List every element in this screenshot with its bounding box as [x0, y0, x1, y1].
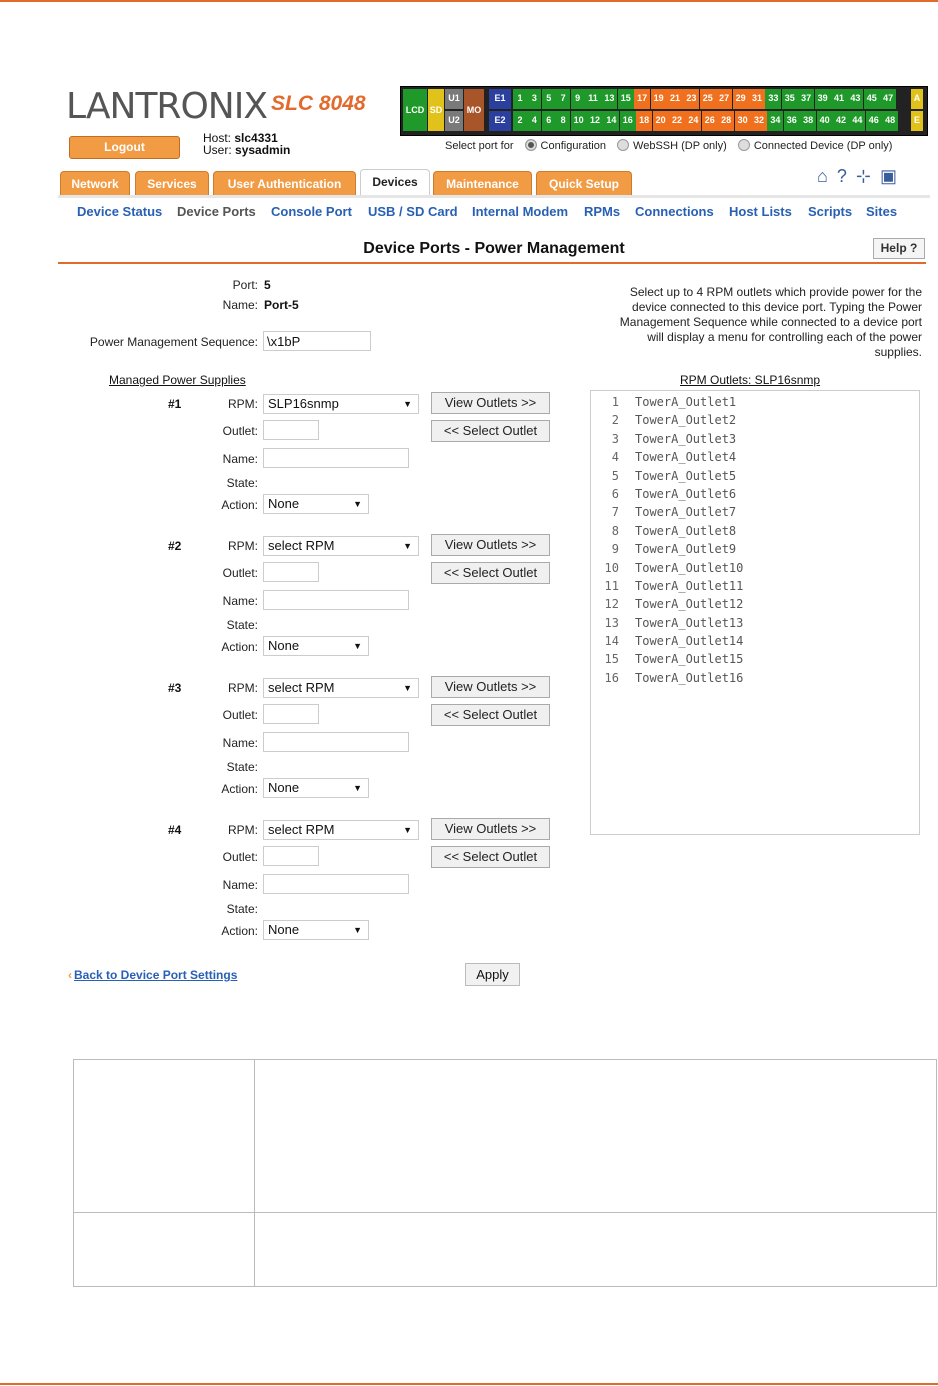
- rpm-label: RPM:: [228, 397, 258, 411]
- e2-status[interactable]: E2: [489, 111, 511, 131]
- state-label: State:: [226, 902, 258, 916]
- name-label: Name:: [222, 298, 258, 312]
- port-29[interactable]: 29: [733, 89, 749, 109]
- u2-status[interactable]: U2: [445, 111, 463, 131]
- outlet-row[interactable]: [591, 577, 919, 595]
- rpm-label: RPM:: [228, 539, 258, 553]
- bottom-rule: [0, 1383, 938, 1385]
- outlet-number: 15: [604, 652, 619, 667]
- port-36[interactable]: 36: [784, 111, 800, 131]
- port-32[interactable]: 32: [751, 111, 767, 131]
- port-48[interactable]: 48: [882, 111, 898, 131]
- outlet-number: 7: [611, 505, 619, 520]
- supply-number: #2: [168, 539, 182, 553]
- outlet-input[interactable]: [263, 704, 319, 724]
- dropdown-arrow-icon: ▼: [353, 925, 362, 935]
- outlet-name: TowerA_Outlet6: [635, 486, 737, 501]
- outlet-row[interactable]: [591, 485, 919, 503]
- outlet-row[interactable]: [591, 393, 919, 411]
- port-28[interactable]: 28: [718, 111, 734, 131]
- outlet-name-label: Name:: [222, 452, 258, 466]
- view-outlets-button[interactable]: View Outlets >>: [431, 392, 550, 414]
- port-13[interactable]: 13: [601, 89, 617, 109]
- port-3[interactable]: 3: [527, 89, 541, 109]
- connected-device-radio[interactable]: [738, 139, 750, 151]
- port-41[interactable]: 41: [831, 89, 847, 109]
- outlet-name-label: Name:: [222, 878, 258, 892]
- port-37[interactable]: 37: [798, 89, 814, 109]
- outlet-name-input[interactable]: [263, 874, 409, 894]
- outlet-row[interactable]: [591, 522, 919, 540]
- outlet-label: Outlet:: [222, 566, 258, 580]
- outlet-name-input[interactable]: [263, 732, 409, 752]
- subnav-usb-sd-card[interactable]: USB / SD Card: [368, 204, 458, 219]
- outlet-number: 14: [604, 634, 619, 649]
- outlet-number: 3: [611, 431, 619, 446]
- port-27[interactable]: 27: [716, 89, 732, 109]
- logout-button[interactable]: Logout: [69, 136, 180, 159]
- state-label: State:: [226, 618, 258, 632]
- port-31[interactable]: 31: [749, 89, 765, 109]
- back-link[interactable]: ‹ Back to Device Port Settings: [68, 968, 238, 982]
- view-outlets-button[interactable]: View Outlets >>: [431, 818, 550, 840]
- subnav-scripts[interactable]: Scripts: [808, 204, 853, 219]
- outlet-row[interactable]: [591, 559, 919, 577]
- outlet-name: TowerA_Outlet2: [635, 413, 737, 428]
- port-33[interactable]: 33: [765, 89, 781, 109]
- port-11[interactable]: 11: [585, 89, 601, 109]
- port-23[interactable]: 23: [683, 89, 699, 109]
- state-label: State:: [226, 760, 258, 774]
- top-icons: [817, 166, 906, 187]
- rpm-label: RPM:: [228, 681, 258, 695]
- outlets-list[interactable]: [590, 390, 920, 835]
- port-select-mode: Select port for Configuration WebSSH (DP only) Connected Device (DP only): [445, 140, 893, 152]
- port-44[interactable]: 44: [849, 111, 865, 131]
- action-select[interactable]: None ▼: [263, 494, 369, 514]
- outlet-label: Outlet:: [222, 850, 258, 864]
- outlet-name-label: Name:: [222, 736, 258, 750]
- outlet-name: TowerA_Outlet1: [635, 395, 737, 409]
- view-outlets-button[interactable]: View Outlets >>: [431, 676, 550, 698]
- u1-status[interactable]: U1: [445, 89, 463, 109]
- outlet-name: TowerA_Outlet10: [635, 560, 744, 575]
- description-text: Select up to 4 RPM outlets which provide power for the device connected to this device port. Typing the Power Management Sequence while connected to a device port will display a menu for controlling each of the power supplies.: [619, 285, 922, 359]
- port-38[interactable]: 38: [800, 111, 816, 131]
- rpm-select[interactable]: SLP16snmp ▼: [263, 394, 419, 414]
- sequence-label: Power Management Sequence:: [89, 335, 258, 349]
- dropdown-arrow-icon: ▼: [353, 499, 362, 509]
- e1-status[interactable]: E1: [489, 89, 511, 109]
- port-26[interactable]: 26: [702, 111, 718, 131]
- outlet-name: TowerA_Outlet14: [635, 634, 744, 649]
- port-40[interactable]: 40: [817, 111, 833, 131]
- action-label: Action:: [221, 924, 258, 938]
- outlet-row[interactable]: [591, 669, 919, 687]
- outlet-number: 4: [611, 450, 619, 465]
- title-underline: [58, 262, 926, 264]
- outlet-input[interactable]: [263, 562, 319, 582]
- port-39[interactable]: 39: [815, 89, 831, 109]
- outlet-name: TowerA_Outlet16: [635, 670, 744, 685]
- select-outlet-button[interactable]: << Select Outlet: [431, 704, 550, 726]
- name-value: Port-5: [264, 298, 299, 312]
- outlet-number: 10: [604, 560, 619, 575]
- dropdown-arrow-icon: ▼: [403, 825, 412, 835]
- rpm-label: RPM:: [228, 823, 258, 837]
- rpm-select[interactable]: select RPM ▼: [263, 536, 419, 556]
- tab-network[interactable]: Network: [60, 171, 130, 196]
- outlet-row[interactable]: [591, 411, 919, 429]
- tab-devices[interactable]: Devices: [360, 169, 430, 198]
- port-8[interactable]: 8: [556, 111, 570, 131]
- subnav-device-ports[interactable]: Device Ports: [177, 204, 256, 219]
- managed-title: Managed Power Supplies: [109, 373, 246, 387]
- port-21[interactable]: 21: [667, 89, 683, 109]
- port-19[interactable]: 19: [651, 89, 667, 109]
- home-icon[interactable]: ⌂: [817, 166, 828, 186]
- outlet-number: 11: [604, 578, 619, 593]
- port-status-panel: [400, 86, 928, 136]
- port-30[interactable]: 30: [735, 111, 751, 131]
- port-25[interactable]: 25: [700, 89, 716, 109]
- port-24[interactable]: 24: [685, 111, 701, 131]
- sequence-input[interactable]: \x1bP: [263, 331, 371, 351]
- port-5[interactable]: 5: [542, 89, 556, 109]
- action-select[interactable]: None ▼: [263, 636, 369, 656]
- lantronix-logo: LANTRONIX: [66, 86, 267, 127]
- subnav-host-lists[interactable]: Host Lists: [729, 204, 792, 219]
- lcd-status[interactable]: LCD: [403, 89, 427, 131]
- dropdown-arrow-icon: ▼: [403, 399, 412, 409]
- port-17[interactable]: 17: [634, 89, 650, 109]
- tab-maintenance[interactable]: Maintenance: [433, 171, 532, 196]
- description-table: [73, 1059, 937, 1287]
- dropdown-arrow-icon: ▼: [353, 783, 362, 793]
- port-7[interactable]: 7: [556, 89, 570, 109]
- port-35[interactable]: 35: [782, 89, 798, 109]
- sitemap-icon[interactable]: ⊹: [855, 166, 871, 186]
- chevron-left-icon: ‹: [68, 968, 72, 982]
- outlet-number: 5: [611, 468, 619, 483]
- window-icon[interactable]: ▣: [879, 166, 897, 186]
- port-18[interactable]: 18: [636, 111, 652, 131]
- port-1[interactable]: 1: [513, 89, 527, 109]
- subnav-device-status[interactable]: Device Status: [77, 204, 163, 219]
- subnav-connections[interactable]: Connections: [635, 204, 714, 219]
- outlets-title: RPM Outlets: SLP16snmp: [680, 373, 821, 387]
- outlet-name: TowerA_Outlet13: [635, 615, 744, 630]
- port-12[interactable]: 12: [587, 111, 603, 131]
- outlet-input[interactable]: [263, 420, 319, 440]
- outlet-name: TowerA_Outlet11: [635, 578, 744, 593]
- supply-number: #1: [168, 397, 182, 411]
- select-outlet-button[interactable]: << Select Outlet: [431, 846, 550, 868]
- outlet-name-label: Name:: [222, 594, 258, 608]
- sd-status[interactable]: SD: [428, 89, 444, 131]
- subnav-console-port[interactable]: Console Port: [271, 204, 352, 219]
- outlet-name: TowerA_Outlet15: [635, 652, 744, 667]
- outlet-name: TowerA_Outlet4: [635, 450, 737, 465]
- outlet-number: 8: [611, 523, 619, 538]
- outlet-name: TowerA_Outlet7: [635, 505, 737, 520]
- outlet-number: 1: [611, 395, 619, 409]
- state-label: State:: [226, 476, 258, 490]
- port-45[interactable]: 45: [864, 89, 880, 109]
- outlet-row[interactable]: [591, 448, 919, 466]
- port-16[interactable]: 16: [620, 111, 636, 131]
- port-value: 5: [264, 278, 271, 292]
- rpm-select[interactable]: select RPM ▼: [263, 678, 419, 698]
- outlet-name: TowerA_Outlet3: [635, 431, 737, 446]
- outlet-row[interactable]: [591, 540, 919, 558]
- webssh-radio[interactable]: [617, 139, 629, 151]
- help-button[interactable]: Help ?: [873, 238, 925, 259]
- tab-user-authentication[interactable]: User Authentication: [213, 171, 356, 196]
- action-label: Action:: [221, 640, 258, 654]
- table-row-divider: [74, 1212, 936, 1213]
- outlet-name: TowerA_Outlet12: [635, 597, 744, 612]
- outlet-input[interactable]: [263, 846, 319, 866]
- subnav-rpms[interactable]: RPMs: [584, 204, 621, 219]
- port-14[interactable]: 14: [603, 111, 619, 131]
- port-47[interactable]: 47: [880, 89, 896, 109]
- subnav-internal-modem[interactable]: Internal Modem: [472, 204, 569, 219]
- dropdown-arrow-icon: ▼: [353, 641, 362, 651]
- outlet-number: 6: [611, 486, 619, 501]
- model-name: SLC 8048: [271, 92, 366, 115]
- page-title: Device Ports - Power Management: [363, 240, 625, 257]
- outlet-row[interactable]: [591, 595, 919, 613]
- outlet-name: TowerA_Outlet8: [635, 523, 737, 538]
- port-label: Port:: [232, 278, 258, 292]
- outlet-number: 13: [604, 615, 619, 630]
- configuration-radio[interactable]: [525, 139, 537, 151]
- help-icon[interactable]: ?: [836, 166, 847, 186]
- table-column-divider: [254, 1060, 255, 1286]
- action-select[interactable]: None ▼: [263, 778, 369, 798]
- view-outlets-button[interactable]: View Outlets >>: [431, 534, 550, 556]
- port-34[interactable]: 34: [767, 111, 783, 131]
- outlet-number: 2: [611, 413, 619, 428]
- apply-button[interactable]: Apply: [465, 963, 520, 986]
- tab-services[interactable]: Services: [135, 171, 209, 196]
- supply-number: #3: [168, 681, 182, 695]
- outlet-number: 9: [611, 542, 619, 557]
- port-4[interactable]: 4: [527, 111, 541, 131]
- outlet-row[interactable]: [591, 632, 919, 650]
- port-2[interactable]: 2: [513, 111, 527, 131]
- a-status[interactable]: A: [911, 89, 923, 109]
- port-43[interactable]: 43: [847, 89, 863, 109]
- outlet-number: 16: [604, 670, 619, 685]
- outlet-name-input[interactable]: [263, 590, 409, 610]
- port-15[interactable]: 15: [618, 89, 634, 109]
- select-outlet-button[interactable]: << Select Outlet: [431, 420, 550, 442]
- subnav-sites[interactable]: Sites: [866, 204, 898, 219]
- dropdown-arrow-icon: ▼: [403, 541, 412, 551]
- action-label: Action:: [221, 498, 258, 512]
- tab-quick-setup[interactable]: Quick Setup: [536, 171, 632, 196]
- port-9[interactable]: 9: [571, 89, 585, 109]
- dropdown-arrow-icon: ▼: [403, 683, 412, 693]
- top-rule: [0, 0, 938, 2]
- question-icon: ?: [910, 241, 918, 255]
- modem-status[interactable]: MO: [464, 89, 484, 131]
- action-label: Action:: [221, 782, 258, 796]
- outlet-name: TowerA_Outlet5: [635, 468, 737, 483]
- action-select[interactable]: None ▼: [263, 920, 369, 940]
- port-42[interactable]: 42: [833, 111, 849, 131]
- outlet-label: Outlet:: [222, 708, 258, 722]
- port-46[interactable]: 46: [866, 111, 882, 131]
- supply-number: #4: [168, 823, 182, 837]
- e-status[interactable]: E: [911, 111, 923, 131]
- tab-divider: [58, 195, 930, 198]
- outlet-number: 12: [604, 597, 619, 612]
- outlet-row[interactable]: [591, 467, 919, 485]
- rpm-select[interactable]: select RPM ▼: [263, 820, 419, 840]
- outlet-row[interactable]: [591, 614, 919, 632]
- select-outlet-button[interactable]: << Select Outlet: [431, 562, 550, 584]
- outlet-label: Outlet:: [222, 424, 258, 438]
- port-10[interactable]: 10: [571, 111, 587, 131]
- outlet-name-input[interactable]: [263, 448, 409, 468]
- outlet-row[interactable]: [591, 650, 919, 668]
- outlet-row[interactable]: [591, 430, 919, 448]
- port-20[interactable]: 20: [653, 111, 669, 131]
- host-info: Host: slc4331 User: sysadmin: [203, 131, 291, 157]
- outlet-row[interactable]: [591, 503, 919, 521]
- port-22[interactable]: 22: [669, 111, 685, 131]
- outlet-name: TowerA_Outlet9: [635, 542, 737, 557]
- port-6[interactable]: 6: [542, 111, 556, 131]
